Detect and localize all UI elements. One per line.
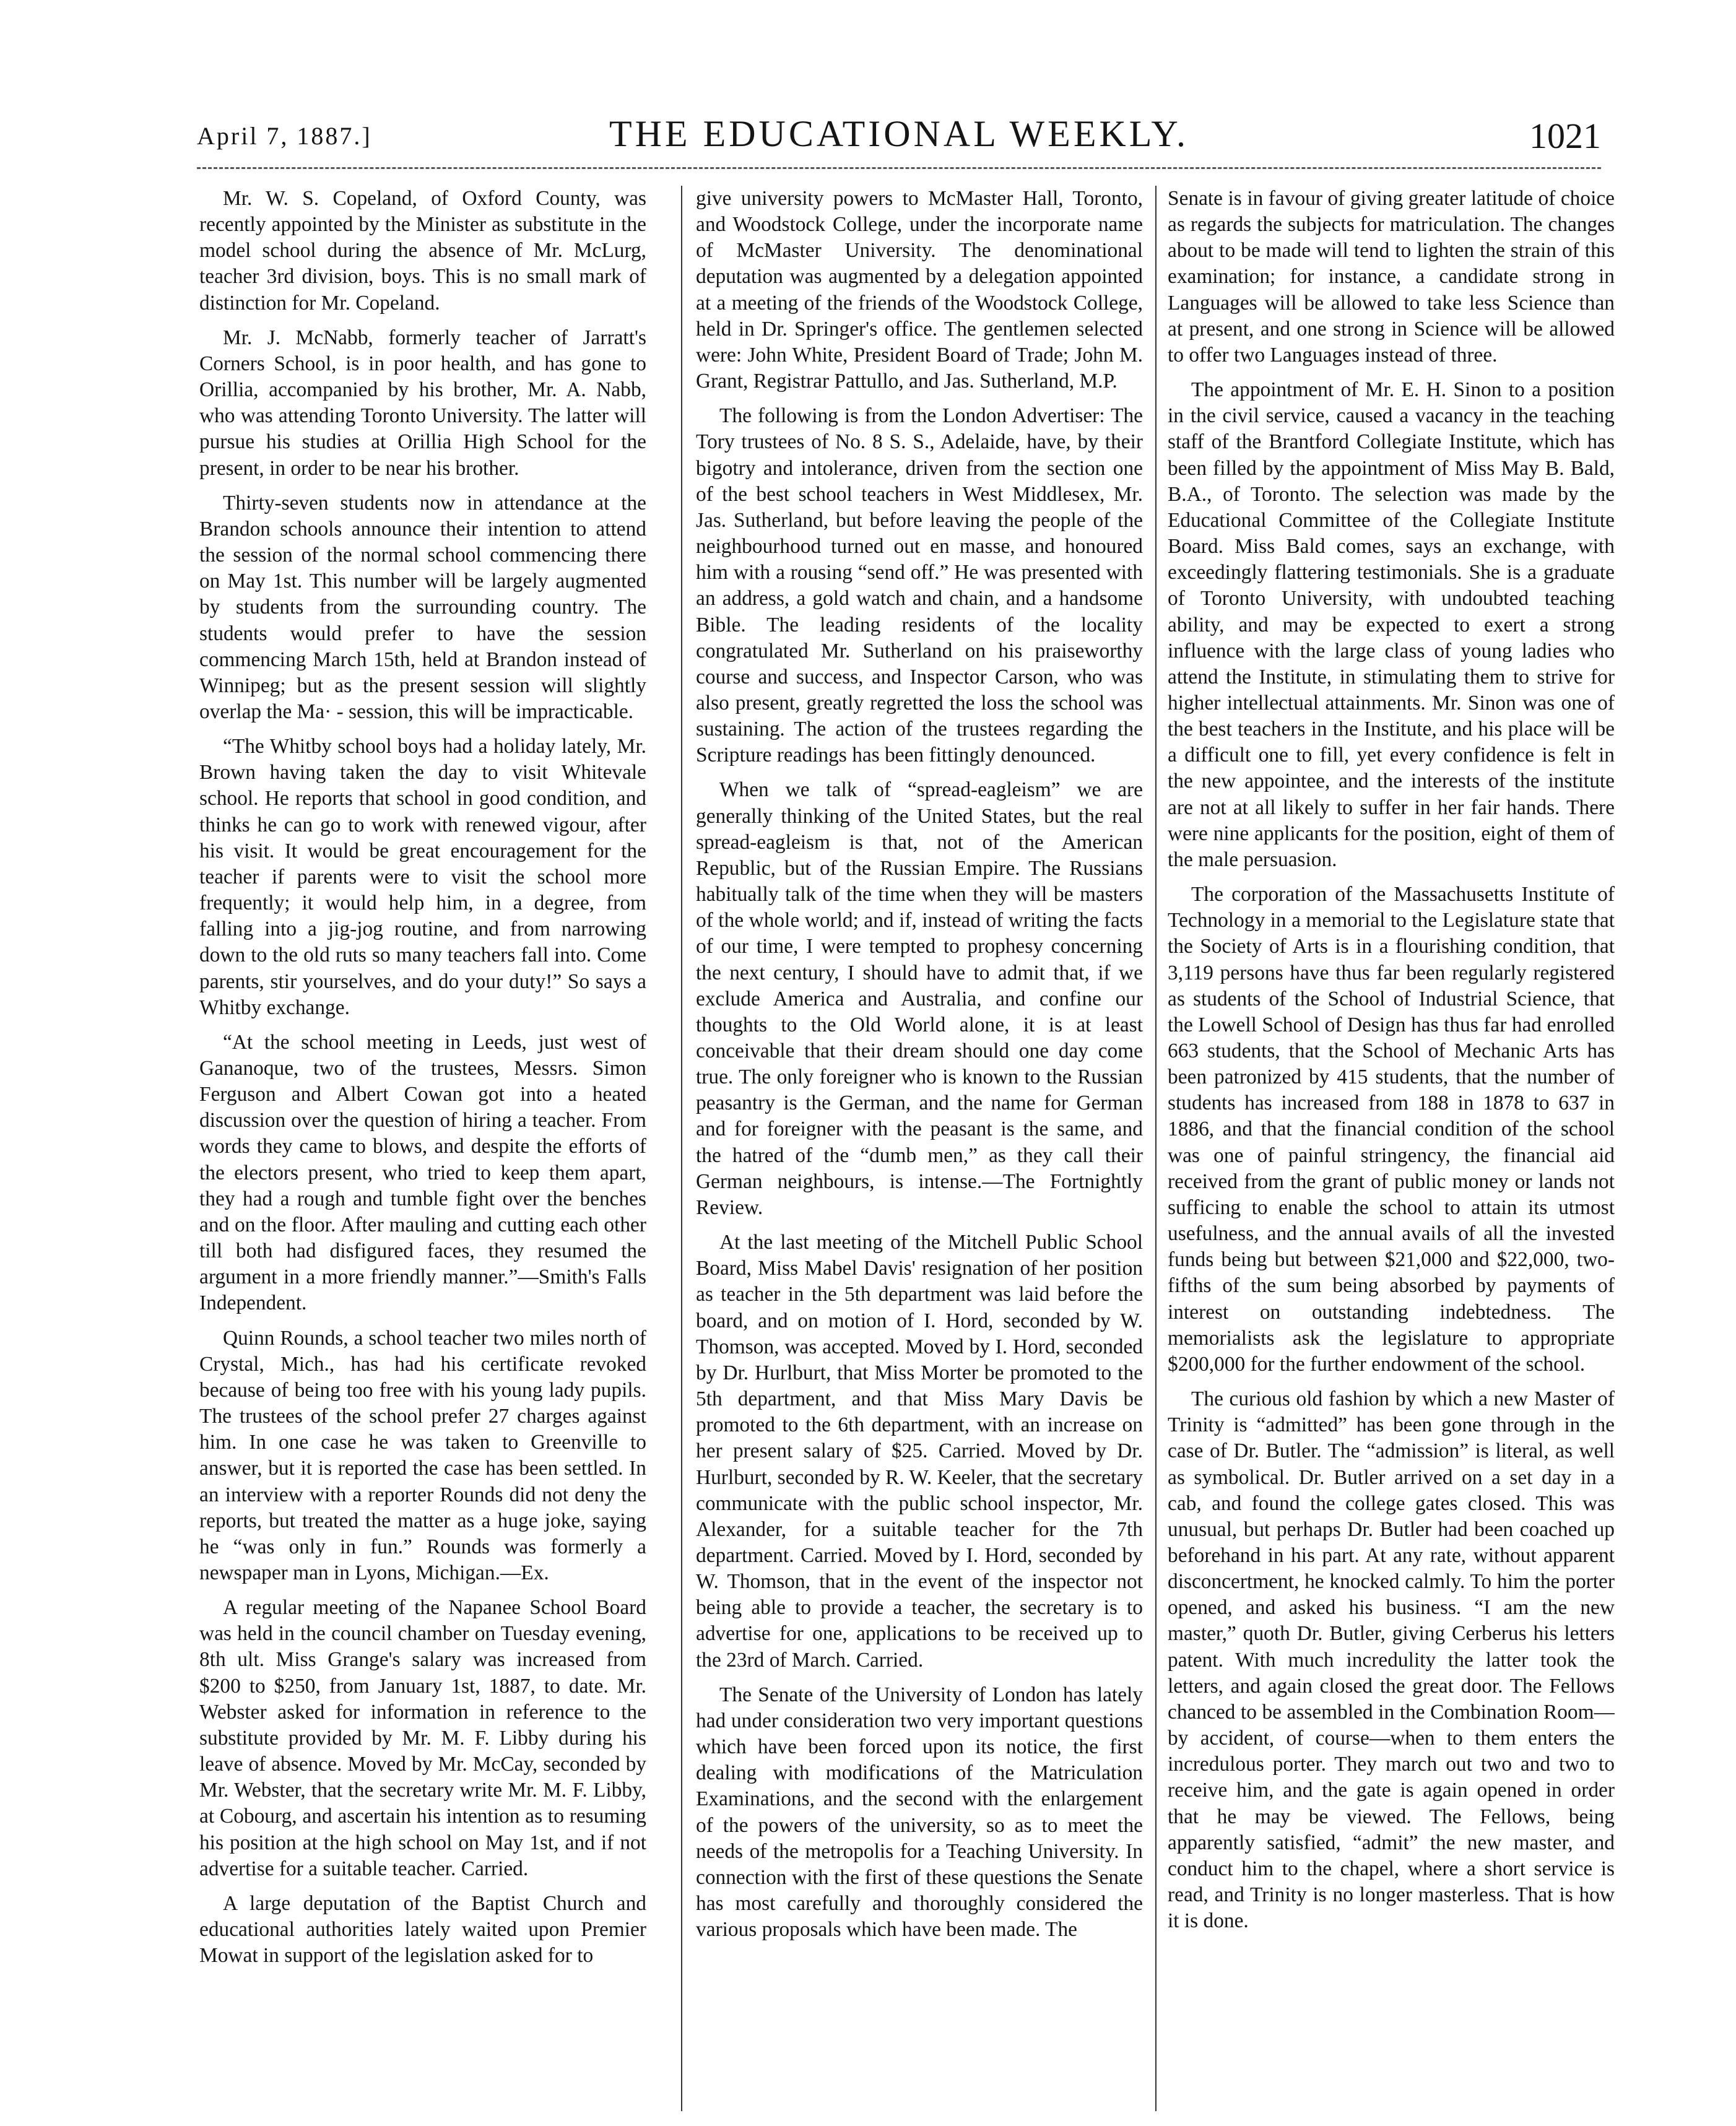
article-paragraph: When we talk of “spread-eagleism” we are generally thinking of the United States, but the real spread-eagleism is that, not of the American Republic, but of the Russian Empire. The Russians habitually talk of the time when they will be masters of the whole world; and if, instead of writing the facts of our time, I were tempted to prophesy concerning the next century, I should have to admit that, if we exclude America and Australia, and confine our thoughts to the Old World alone, it is at least conceivable that their dream should one day come true. The only foreigner who is known to the Russian peasantry is the German, and the name for German and for foreigner with the peasant is the same, and the hatred of the “dumb men,” as they call their German neighbours, is intense.—The Fortnightly Review. bbox=[696, 778, 1143, 1219]
article-paragraph: Mr. W. S. Copeland, of Oxford County, was recently appointed by the Minister as substitute in the model school during the absence of Mr. McLurg, teacher 3rd division, boys. This is no small mark of distinction for Mr. Copeland. bbox=[199, 187, 646, 315]
article-paragraph: The following is from the London Advertiser: The Tory trustees of No. 8 S. S., Adelaide, have, by their bigotry and intolerance, driven from the section one of the best school teachers in West Middlesex, Mr. Jas. Sutherland, but before leaving the people of the neighbourhood turned out en masse, and honoured him with a rousing “send off.” He was presented with an address, a gold watch and chain, and a handsome Bible. The leading residents of the locality congratulated Mr. Sutherland on his praiseworthy course and success, and Inspector Carson, who was also present, greatly regretted the loss the school was sustaining. The action of the trustees regarding the Scripture readings has been fittingly denounced. bbox=[696, 404, 1143, 767]
page-number: 1021 bbox=[1529, 116, 1601, 156]
article-paragraph: The curious old fashion by which a new Master of Trinity is “admitted” has been gone through in the case of Dr. Butler. The “admission” is literal, as well as symbolical. Dr. Butler arrived on a set day in a cab, and found the college gates closed. This was unusual, but perhaps Dr. Butler had been coached up beforehand in his part. At any rate, without apparent disconcertment, he knocked calmly. To him the porter opened, and asked his business. “I am the new master,” quoth Dr. Butler, giving Cerberus his letters patent. With much incredulity the latter took the letters, and again closed the great door. The Fellows chanced to be assembled in the Combination Room—by accident, of course—when to them enters the incredulous porter. They march out two and two to receive him, and the gate is again opened in order that he may be viewed. The Fellows, being apparently satisfied, “admit” the new master, and conduct him to the chapel, where a short service is read, and Trinity is no longer masterless. That is how it is done. bbox=[1168, 1387, 1615, 1933]
article-paragraph: give university powers to McMaster Hall, Toronto, and Woodstock College, under the incorporate name of McMaster University. The denominational deputation was augmented by a delegation appointed at a meeting of the friends of the Woodstock College, held in Dr. Springer's office. The gentlemen selected were: John White, President Board of Trade; John M. Grant, Registrar Pattullo, and Jas. Sutherland, M.P. bbox=[696, 187, 1143, 393]
article-paragraph: “At the school meeting in Leeds, just west of Gananoque, two of the trustees, Messrs. Simon Ferguson and Albert Cowan got into a heated discussion over the question of hiring a teacher. From words they came to blows, and despite the efforts of the electors present, who tried to keep them apart, they had a rough and tumble fight over the benches and on the floor. After mauling and cutting each other till both had disfigured faces, they resumed the argument in a more friendly manner.”—Smith's Falls Independent. bbox=[199, 1030, 646, 1315]
article-paragraph: Thirty-seven students now in attendance at the Brandon schools announce their intention to attend the session of the normal school commencing there on May 1st. This number will be largely augmented by students from the surrounding country. The students would prefer to have the session commencing March 15th, held at Brandon instead of Winnipeg; but as the present session will slightly overlap the Ma· - session, this will be impracticable. bbox=[199, 491, 646, 723]
article-paragraph: “The Whitby school boys had a holiday lately, Mr. Brown having taken the day to visit Whitevale school. He reports that school in good condition, and thinks he can go to work with renewed vigour, after his visit. It would be great encouragement for the teacher if parents were to visit the school more frequently; it would help him, in a degree, from falling into a jig-jog routine, and from narrowing down to the old ruts so many teachers fall into. Come parents, stir yourselves, and do your duty!” So says a Whitby exchange. bbox=[199, 735, 646, 1019]
column-3 bbox=[1168, 186, 1615, 2111]
article-paragraph: At the last meeting of the Mitchell Public School Board, Miss Mabel Davis' resignation of her position as teacher in the 5th department was laid before the board, and on motion of I. Hord, seconded by W. Thomson, was accepted. Moved by I. Hord, seconded by Dr. Hurlburt, that Miss Morter be promoted to the 5th department, and that Miss Mary Davis be promoted to the 6th department, with an increase on her present salary of $25. Carried. Moved by Dr. Hurlburt, seconded by R. W. Keeler, that the secretary communicate with the public school inspector, Mr. Alexander, for a suitable teacher for the 7th department. Carried. Moved by I. Hord, seconded by W. Thomson, that in the event of the inspector not being able to provide a teacher, the secretary is to advertise for one, applications to be received up to the 23rd of March. Carried. bbox=[696, 1231, 1143, 1672]
page-header bbox=[197, 113, 1601, 156]
article-paragraph: Mr. J. McNabb, formerly teacher of Jarratt's Corners School, is in poor health, and has gone to Orillia, accompanied by his brother, Mr. A. Nabb, who was attending Toronto University. The latter will pursue his studies at Orillia High School for the present, in order to be near his brother. bbox=[199, 326, 646, 480]
article-paragraph: A large deputation of the Baptist Church and educational authorities lately waited upon Premier Mowat in support of the legislation asked for to bbox=[199, 1891, 646, 1968]
article-paragraph: A regular meeting of the Napanee School Board was held in the council chamber on Tuesday evening, 8th ult. Miss Grange's salary was increased from $200 to $250, from January 1st, 1887, to date. Mr. Webster asked for information in reference to the substitute provided by Mr. M. F. Libby during his leave of absence. Moved by Mr. McCay, seconded by Mr. Webster, that the secretary write Mr. M. F. Libby, at Cobourg, and ascertain his intention as to resuming his position at the high school on May 1st, and if not advertise for a suitable teacher. Carried. bbox=[199, 1596, 646, 1880]
column-divider bbox=[1155, 186, 1157, 2111]
publication-title: THE EDUCATIONAL WEEKLY. bbox=[609, 113, 1189, 154]
article-paragraph: The appointment of Mr. E. H. Sinon to a position in the civil service, caused a vacancy in the teaching staff of the Brantford Collegiate Institute, which has been filled by the appointment of Miss May B. Bald, B.A., of Toronto. The selection was made by the Educational Committee of the Collegiate Institute Board. Miss Bald comes, says an exchange, with exceedingly flattering testimonials. She is a graduate of Toronto University, with undoubted teaching ability, and may be expected to exert a strong influence with the large class of young ladies who attend the Institute, in stimulating them to strive for higher intellectual attainments. Mr. Sinon was one of the best teachers in the Institute, and his place will be a difficult one to fill, yet every confidence is felt in the new appointee, and the interests of the institute are not at all likely to suffer in her fair hands. There were nine applicants for the position, eight of them of the male persuasion. bbox=[1168, 378, 1615, 871]
header-rule bbox=[197, 167, 1601, 169]
article-paragraph: The corporation of the Massachusetts Institute of Technology in a memorial to the Legislature state that the Society of Arts is in a flourishing condition, that 3,119 persons have thus far been regularly registered as students of the School of Industrial Science, that the Lowell School of Design has thus far had enrolled 663 students, that the School of Mechanic Arts has been patronized by 415 students, that the number of students has increased from 188 in 1878 to 637 in 1886, and that the financial condition of the school was one of painful stringency, the financial aid received from the grant of public money or lands not sufficing to enable the school to attain its utmost usefulness, and the annual avails of all the invested funds being but between $21,000 and $22,000, two-fifths of the sum being absorbed by payments of interest on outstanding indebtedness. The memorialists ask the legislature to appropriate $200,000 for the further endowment of the school. bbox=[1168, 883, 1615, 1376]
issue-date: April 7, 1887.] bbox=[197, 122, 372, 150]
column-2 bbox=[696, 186, 1143, 2111]
article-paragraph: The Senate of the University of London has lately had under consideration two very important questions which have been forced upon its notice, the first dealing with modifications of the Matriculation Examinations, and the second with the enlargement of the powers of the university, so as to meet the needs of the metropolis for a Teaching University. In connection with the first of these questions the Senate has most carefully and thoroughly considered the various proposals which have been made. The bbox=[696, 1683, 1143, 1942]
article-paragraph: Senate is in favour of giving greater latitude of choice as regards the subjects for matriculation. The changes about to be made will tend to lighten the strain of this examination; for instance, a candidate strong in Languages will be allowed to take less Science than at present, and one strong in Science will be allowed to offer two Languages instead of three. bbox=[1168, 187, 1615, 367]
article-paragraph: Quinn Rounds, a school teacher two miles north of Crystal, Mich., has had his certificate revoked because of being too free with his young lady pupils. The trustees of the school prefer 27 charges against him. In one case he was taken to Greenville to answer, but it is reported the case has been settled. In an interview with a reporter Rounds did not deny the reports, but treated the matter as a huge joke, saying he “was only in fun.” Rounds was formerly a newspaper man in Lyons, Michigan.—Ex. bbox=[199, 1326, 646, 1584]
column-1 bbox=[199, 186, 646, 2111]
column-divider bbox=[681, 186, 682, 2111]
